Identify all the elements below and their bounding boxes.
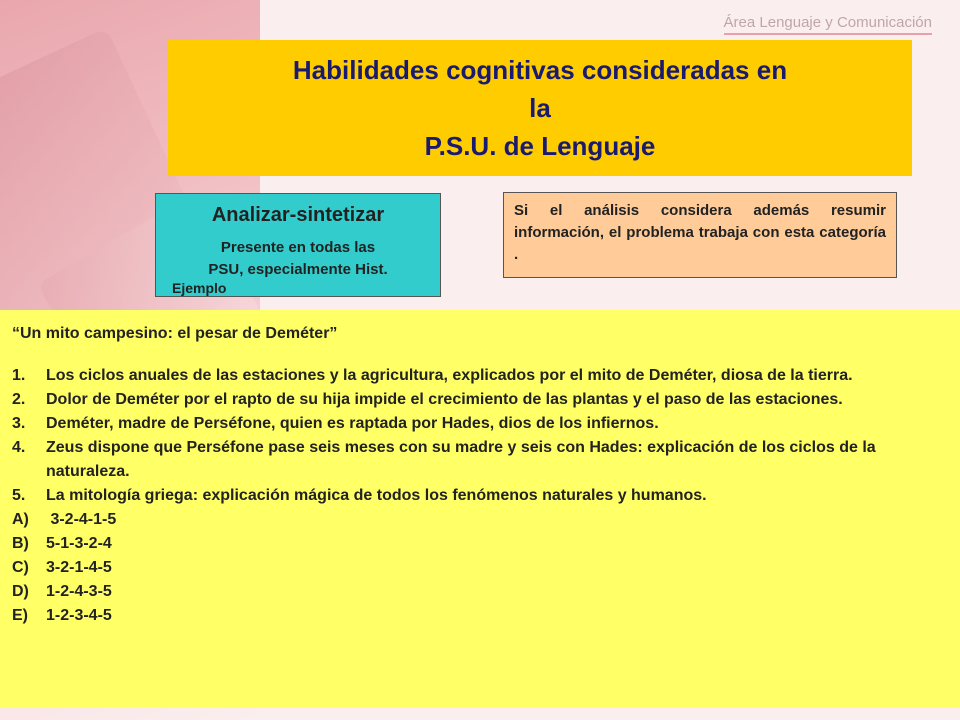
exercise-items — [12, 364, 942, 508]
answer-option-b — [12, 532, 942, 556]
option-label: E) — [12, 607, 28, 624]
answer-options — [12, 508, 942, 628]
option-label: B) — [12, 535, 29, 552]
area-label: Área Lenguaje y Comunicación — [724, 14, 932, 35]
option-label: C) — [12, 559, 29, 576]
list-item — [12, 484, 942, 508]
title-line-1: Habilidades cognitivas consideradas en la — [292, 55, 788, 123]
option-label: D) — [12, 583, 29, 600]
example-label: Ejemplo — [172, 280, 227, 296]
skill-subtitle-line-1: Presente en todas las — [220, 239, 376, 256]
answer-option-d — [12, 580, 942, 604]
skill-title: Analizar-sintetizar — [211, 204, 385, 226]
exercise-title: “Un mito campesino: el pesar de Deméter” — [12, 325, 338, 342]
title-line-2: P.S.U. de Lenguaje — [424, 131, 656, 161]
title-banner — [168, 40, 912, 176]
page-title — [280, 51, 800, 165]
item-text: Los ciclos anuales de las estaciones y la agricultura, explicados por el mito de Deméter, diosa de la tierra. — [46, 367, 853, 384]
item-number: 2. — [12, 391, 26, 408]
option-text: 3-2-4-1-5 — [46, 511, 117, 528]
item-text: La mitología griega: explicación mágica de todos los fenómenos naturales y humanos. — [46, 487, 707, 504]
item-text: Dolor de Deméter por el rapto de su hija impide el crecimiento de las plantas y el paso de las estaciones. — [46, 391, 843, 408]
item-number: 1. — [12, 367, 26, 384]
item-text: Deméter, madre de Perséfone, quien es raptada por Hades, dios de los infiernos. — [46, 415, 659, 432]
option-label: A) — [12, 511, 29, 528]
list-item — [12, 412, 942, 436]
item-number: 4. — [12, 439, 26, 456]
exercise-panel — [0, 310, 960, 708]
option-text: 1-2-3-4-5 — [46, 607, 112, 624]
list-item — [12, 436, 942, 484]
item-text: Zeus dispone que Perséfone pase seis meses con su madre y seis con Hades: explicación de los ciclos de la naturaleza. — [46, 439, 876, 480]
skill-subtitle — [156, 237, 440, 281]
option-text: 1-2-4-3-5 — [46, 583, 112, 600]
list-item — [12, 364, 942, 388]
skill-subtitle-line-2: PSU, especialmente Hist. — [208, 261, 388, 278]
answer-option-a — [12, 508, 942, 532]
answer-option-c — [12, 556, 942, 580]
answer-option-e — [12, 604, 942, 628]
option-text: 3-2-1-4-5 — [46, 559, 112, 576]
note-box: Si el análisis considera además resumir información, el problema trabaja con esta categoría . — [503, 192, 897, 278]
option-text: 5-1-3-2-4 — [46, 535, 112, 552]
list-item — [12, 388, 942, 412]
item-number: 5. — [12, 487, 26, 504]
item-number: 3. — [12, 415, 26, 432]
